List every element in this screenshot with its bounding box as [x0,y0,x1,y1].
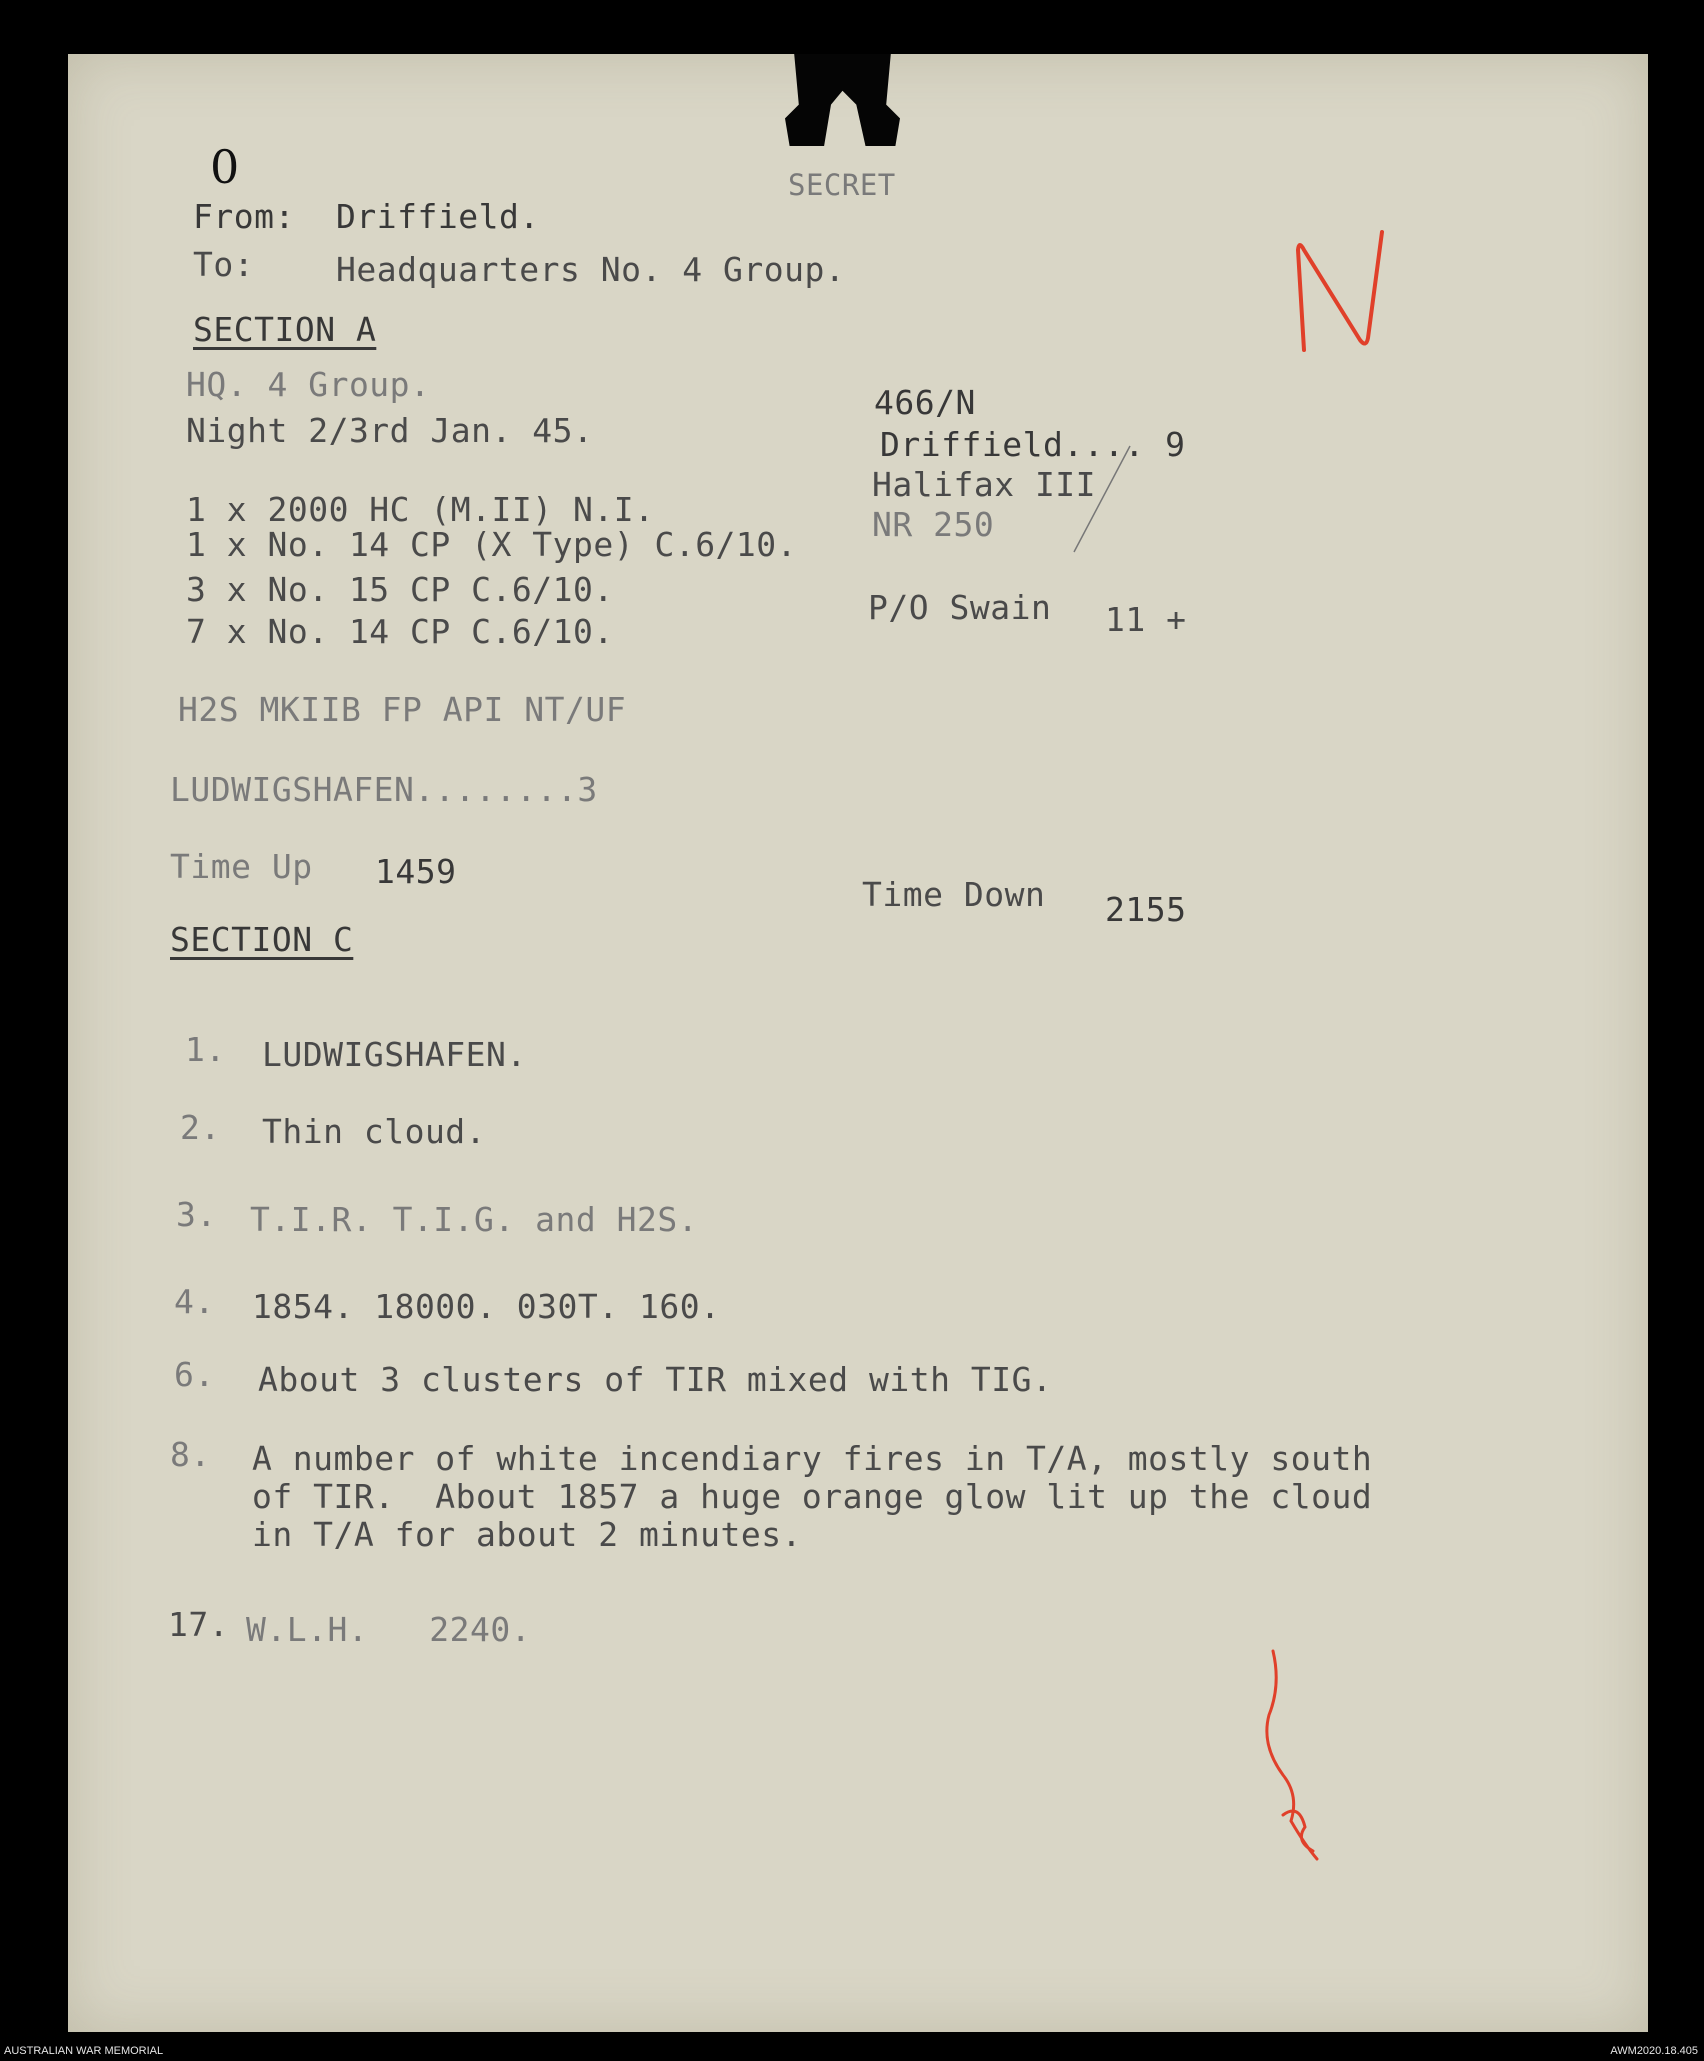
equipment-line: H2S MKIIB FP API NT/UF [178,690,627,729]
item-17-text: W.L.H. 2240. [246,1610,532,1649]
item-3-text: T.I.R. T.I.G. and H2S. [250,1200,699,1239]
time-down-value: 2155 [1105,890,1187,929]
section-c-heading: SECTION C [170,920,354,959]
crew-count: 11 + [1105,600,1187,639]
to-value: Headquarters No. 4 Group. [336,250,846,289]
load-line-1: 1 x 2000 HC (M.II) N.I. [186,490,655,529]
pencil-stroke [1060,440,1140,560]
item-3-number: 3. [176,1195,217,1234]
red-n-mark [1290,220,1400,360]
item-2-text: Thin cloud. [262,1112,487,1151]
item-8-number: 8. [170,1435,211,1474]
item-4-text: 1854. 18000. 030T. 160. [252,1287,721,1326]
from-value: Driffield. [336,197,540,236]
station-line: Driffield.... 9 [880,425,1186,464]
target-line: LUDWIGSHAFEN........3 [170,770,598,809]
item-17-number: 17. [168,1605,230,1644]
item-2-number: 2. [180,1108,221,1147]
classification-label: SECRET [788,168,896,202]
pilot-name: P/O Swain [868,588,1052,627]
aircraft-type: Halifax III [872,465,1097,504]
load-line-4: 7 x No. 14 CP C.6/10. [186,612,614,651]
red-initial-mark [1255,1645,1345,1865]
aircraft-serial: NR 250 [872,505,995,544]
squadron-code: 466/N [874,383,976,422]
load-line-3: 3 x No. 15 CP C.6/10. [186,570,614,609]
section-a-line-1: HQ. 4 Group. [186,365,431,404]
time-up-label: Time Up [170,847,313,886]
time-up-value: 1459 [375,852,457,891]
pencil-mark: 0 [210,140,240,194]
item-8-text: A number of white incendiary fires in T/A, mostly south of TIR. About 1857 a huge orange glow lit up the cloud in T/A for about 2 minutes. [252,1439,1373,1554]
from-label: From: [193,197,295,236]
item-6-text: About 3 clusters of TIR mixed with TIG. [258,1360,1053,1399]
item-4-number: 4. [174,1282,215,1321]
footer-right: AWM2020.18.405 [1610,2045,1698,2057]
item-6-number: 6. [174,1355,215,1394]
section-a-heading: SECTION A [193,310,377,349]
load-line-2: 1 x No. 14 CP (X Type) C.6/10. [186,525,798,564]
section-a-line-2: Night 2/3rd Jan. 45. [186,411,594,450]
item-1-number: 1. [185,1030,226,1069]
footer-left: AUSTRALIAN WAR MEMORIAL [4,2045,164,2057]
time-down-label: Time Down [862,875,1046,914]
item-1-text: LUDWIGSHAFEN. [262,1035,527,1074]
to-label: To: [193,245,255,284]
